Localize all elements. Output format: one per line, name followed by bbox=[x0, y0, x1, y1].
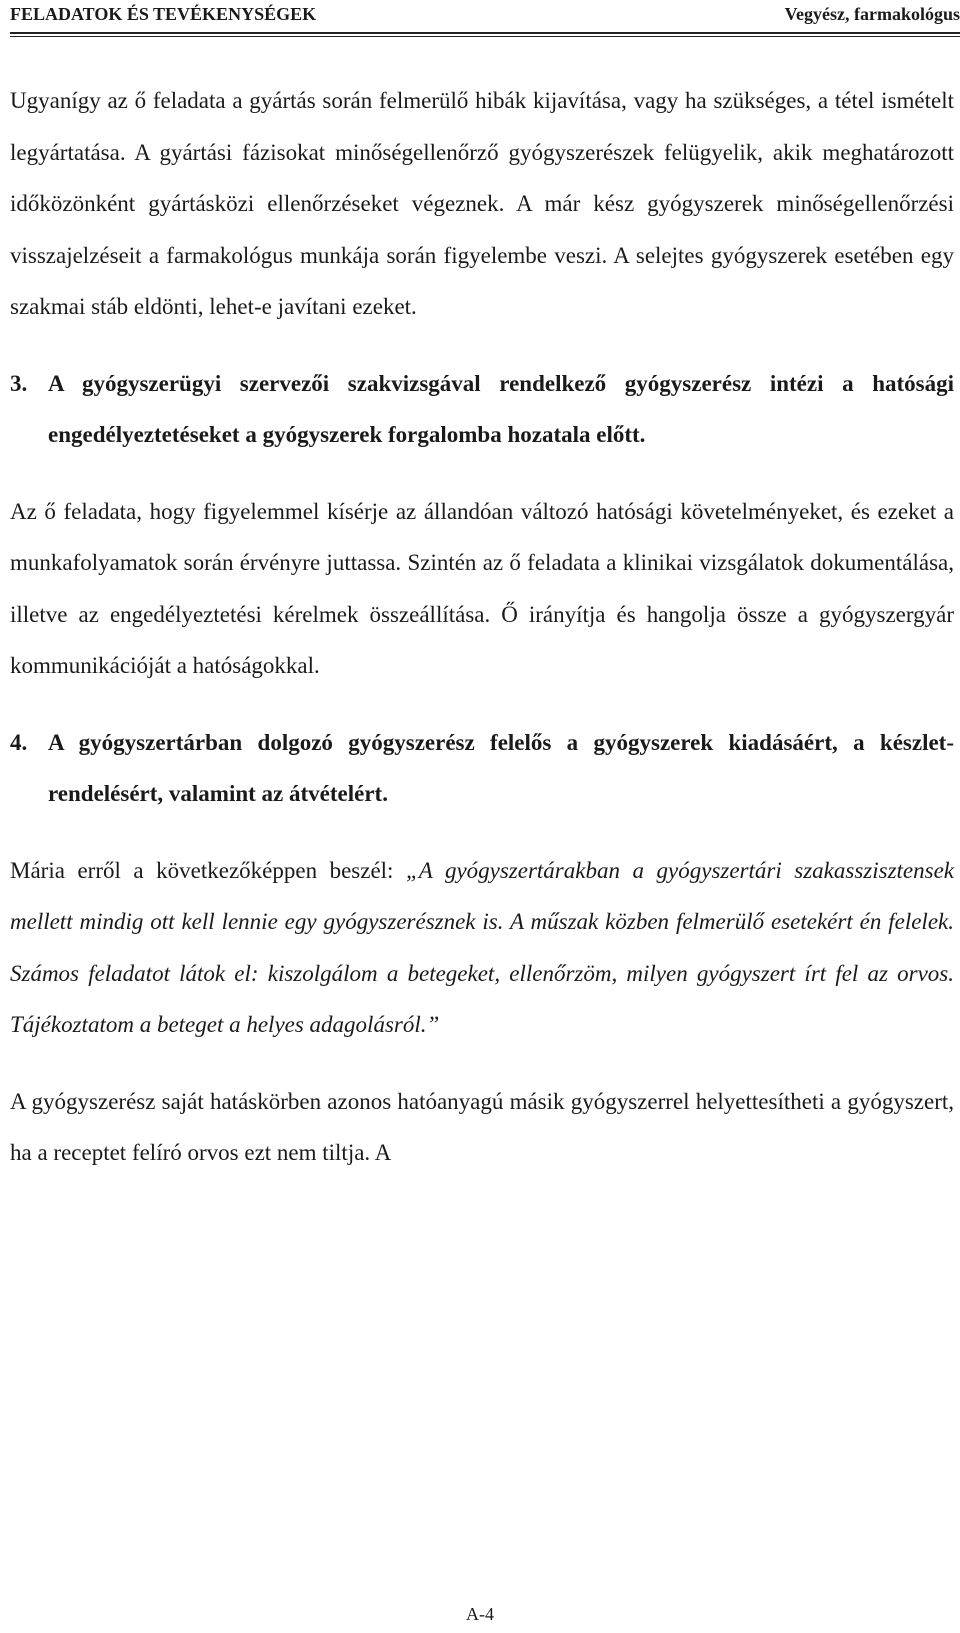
paragraph-regulatory: Az ő feladata, hogy figyelemmel kísérje az állandóan változó hatósági követelményeket, és ezeket a munkafolyamatok során érvényre juttassa. Szintén az ő feladata a klinikai vizsgálatok dokumentálása, illetve az engedélyeztetési kérelmek összeállítása. Ő irányítja és hangolja össze a gyógyszergyár kommunikációját a hatóságokkal. bbox=[10, 498, 954, 678]
header-section-title: FELADATOK ÉS TEVÉKENYSÉGEK bbox=[10, 4, 317, 24]
running-header bbox=[10, 0, 960, 30]
quote-text: „A gyógyszertárakban a gyógyszertári szakasszisztensek mellett mindig ott kell lennie egy gyógyszerésznek is. A műszak közben felmerülő esetekért én felelek. Számos feladatot látok el: kiszolgálom a betegeket, ellenőrzöm, milyen gyógyszert írt fel az orvos. Tájékoztatom a beteget a helyes adagolásról.” bbox=[10, 857, 954, 1037]
heading-text: A gyógyszerügyi szervezői szakvizsgával rendelkező gyógyszerész intézi a hatósági engedélyeztetéseket a gyógyszerek forgalomba hozatala előtt. bbox=[48, 370, 954, 447]
header-rule-thick bbox=[10, 32, 960, 34]
header-profession: Vegyész, farmakológus bbox=[784, 4, 960, 24]
header-rule-thin bbox=[10, 36, 960, 37]
page-body bbox=[10, 75, 954, 1179]
paragraph-production-errors: Ugyanígy az ő feladata a gyártás során felmerülő hibák kijavítása, vagy ha szükséges, a tétel ismételt legyártatása. A gyártási fázisokat minőségellenőrző gyógyszerészek felügyelik, akik meghatározott időközönként gyártásközi ellenőrzéseket végeznek. A már kész gyógyszerek minőségellenőrzési visszajelzéseit a farmakológus munkája során figyelembe veszi. A selejtes gyógyszerek esetében egy szakmai stáb eldönti, lehet-e javítani ezeket. bbox=[10, 88, 954, 319]
quote-lead: Mária erről a következőképpen beszél: bbox=[10, 857, 406, 883]
numbered-heading-3 bbox=[10, 358, 954, 461]
paragraph-substitution: A gyógyszerész saját hatáskörben azonos hatóanyagú másik gyógyszerrel helyettesítheti a gyógyszert, ha a receptet felíró orvos ezt nem tiltja. A bbox=[10, 1088, 954, 1165]
paragraph-maria-quote bbox=[10, 845, 954, 1051]
heading-number: 4. bbox=[10, 729, 28, 755]
heading-number: 3. bbox=[10, 370, 28, 396]
page-number: A-4 bbox=[466, 1604, 494, 1624]
heading-text: A gyógyszertárban dolgozó gyógyszerész felelős a gyógyszerek kiadásáért, a készlet-rendelésért, valamint az átvételért. bbox=[48, 729, 954, 806]
numbered-heading-4 bbox=[10, 717, 954, 820]
